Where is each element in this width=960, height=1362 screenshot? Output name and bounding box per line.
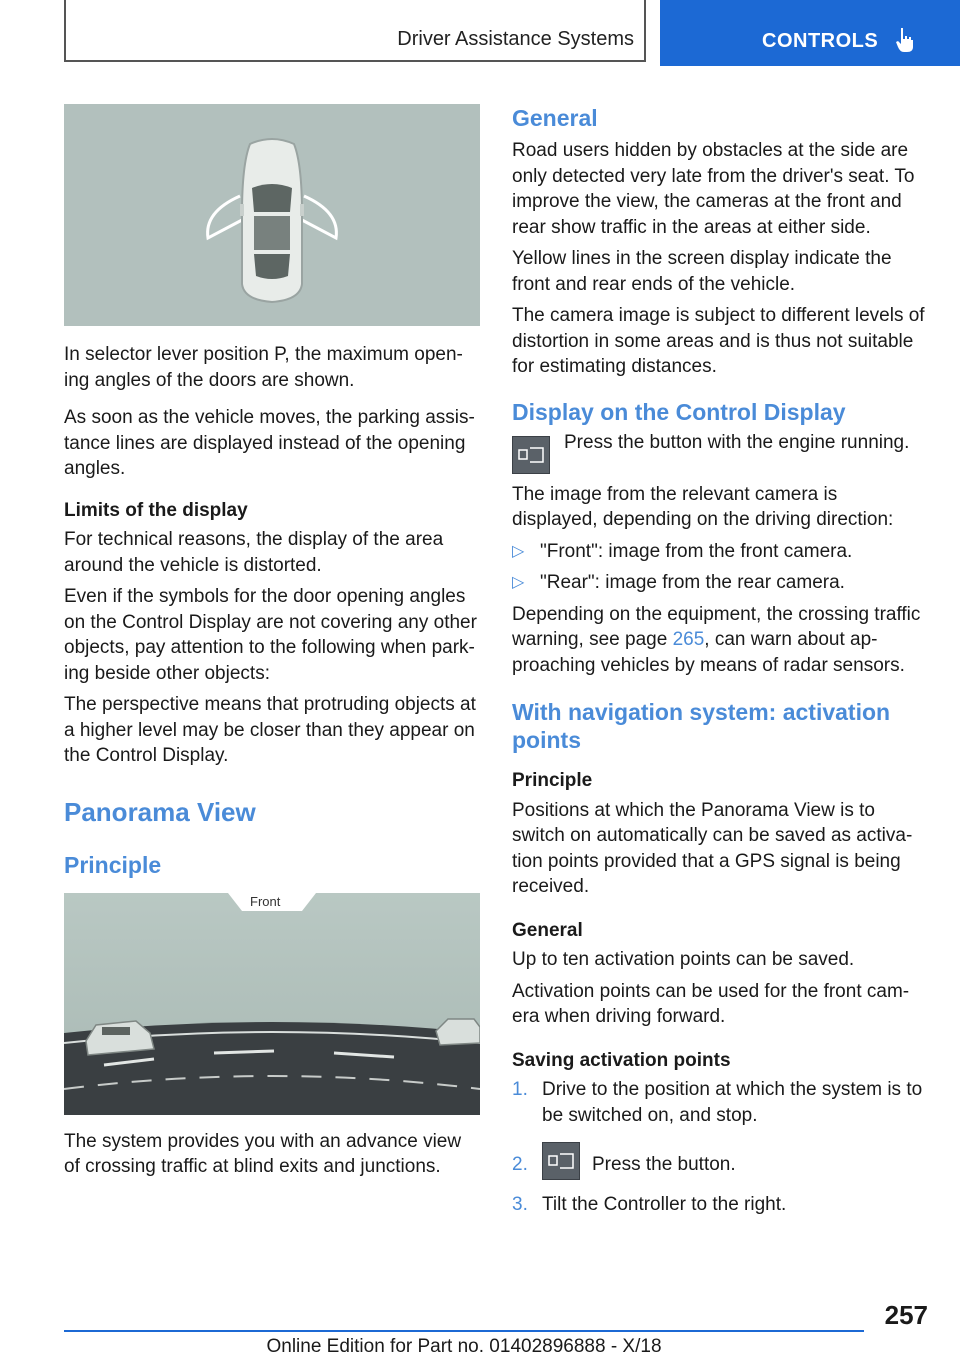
list-item-text: "Front": image from the front camera. [540,540,853,562]
camera-view-illustration [64,893,480,1115]
paragraph: Even if the symbols for the door opening angles on the Control Display are not covering any other objects, pay attention to the following when parking beside other objects: [64,586,477,684]
page-link[interactable]: 265 [672,629,705,650]
paragraph-text: Depending on the equipment, the crossing traffic warning, see page [512,603,921,650]
paragraph: For technical reasons, the display of the area around the vehicle is distorted. [64,529,444,576]
step-item [512,1077,928,1128]
paragraph: The system provides you with an advance view of crossing traffic at blind exits and junctions. [64,1130,462,1177]
paragraph: Activation points can be used for the front camera when driving forward. [512,980,910,1027]
door-angle-figure [64,104,480,326]
panorama-camera-figure [64,893,480,1115]
paragraph: Up to ten activation points can be saved. [512,949,855,970]
paragraph: Road users hidden by obstacles at the side are only detected very late from the driver's seat. To improve the view, the cameras at the front and rear show traffic in the areas at either side. [512,140,915,238]
triangle-bullet-icon: ▷ [512,574,525,591]
paragraph: Positions at which the Panorama View is to switch on automatically can be saved as activation points provided that a GPS signal is being received. [512,799,913,897]
car-top-view-illustration [64,104,480,326]
step-number: 3. [512,1194,528,1215]
paragraph-text: , can warn about approaching vehicles by means of radar sensors. [512,629,905,676]
front-label: Front [250,893,281,909]
list-item-text: "Rear": image from the rear camera. [540,572,845,593]
subheading-general: General [512,919,583,941]
list-item [512,539,928,565]
press-button-text: Press the button with the engine running. [564,431,910,453]
subheading-principle: Principle [512,770,593,791]
list-item [512,570,928,596]
edition-note: Online Edition for Part no. 01402896888 - X/18 [266,1336,662,1357]
paragraph: As soon as the vehicle moves, the parking assistance lines are displayed instead of the opening angles. [64,407,475,479]
step-item [512,1192,928,1218]
press-button-row [512,430,928,478]
camera-button-icon [512,436,550,474]
step-text: Tilt the Controller to the right. [542,1194,787,1215]
step-number: 2. [512,1154,528,1175]
chapter-tab [660,0,960,66]
paragraph: The camera image is subject to different levels of distortion in some areas and is thus not suitable for estimating distances. [512,305,925,377]
footer-divider [64,1330,864,1332]
triangle-bullet-icon: ▷ [512,542,525,560]
paragraph: Yellow lines in the screen display indicate the front and rear ends of the vehicle. [512,248,892,295]
subheading-limits: Limits of the display [64,499,248,521]
heading-navigation-activation: With navigation system: activation points [512,699,891,753]
heading-principle: Principle [64,851,162,878]
step-item [512,1142,928,1186]
page-header [64,0,960,66]
section-title: Driver Assistance Systems [397,28,634,50]
left-column [64,104,480,1186]
chapter-tab-label: CONTROLS [762,30,879,52]
right-column [512,104,928,1224]
step-text: Press the button. [592,1154,736,1175]
page-number: 257 [884,1300,928,1330]
step-text: Drive to the position at which the system is to be switched on, and stop. [542,1079,923,1126]
paragraph: The perspective means that protruding objects at a higher level may be closer than they appear on the Control Display. [64,694,476,766]
paragraph: In selector lever position P, the maximum opening angles of the doors are shown. [64,344,463,391]
paragraph: The image from the relevant camera is displayed, depending on the driving direction: [512,483,894,530]
pointing-hand-icon [892,26,918,54]
heading-panorama-view: Panorama View [64,796,256,827]
subheading-saving: Saving activation points [512,1049,731,1071]
step-number: 1. [512,1079,528,1100]
camera-button-icon [542,1142,580,1180]
heading-general: General [512,105,598,131]
heading-display: Display on the Control Display [512,398,846,425]
paragraph [512,602,928,679]
